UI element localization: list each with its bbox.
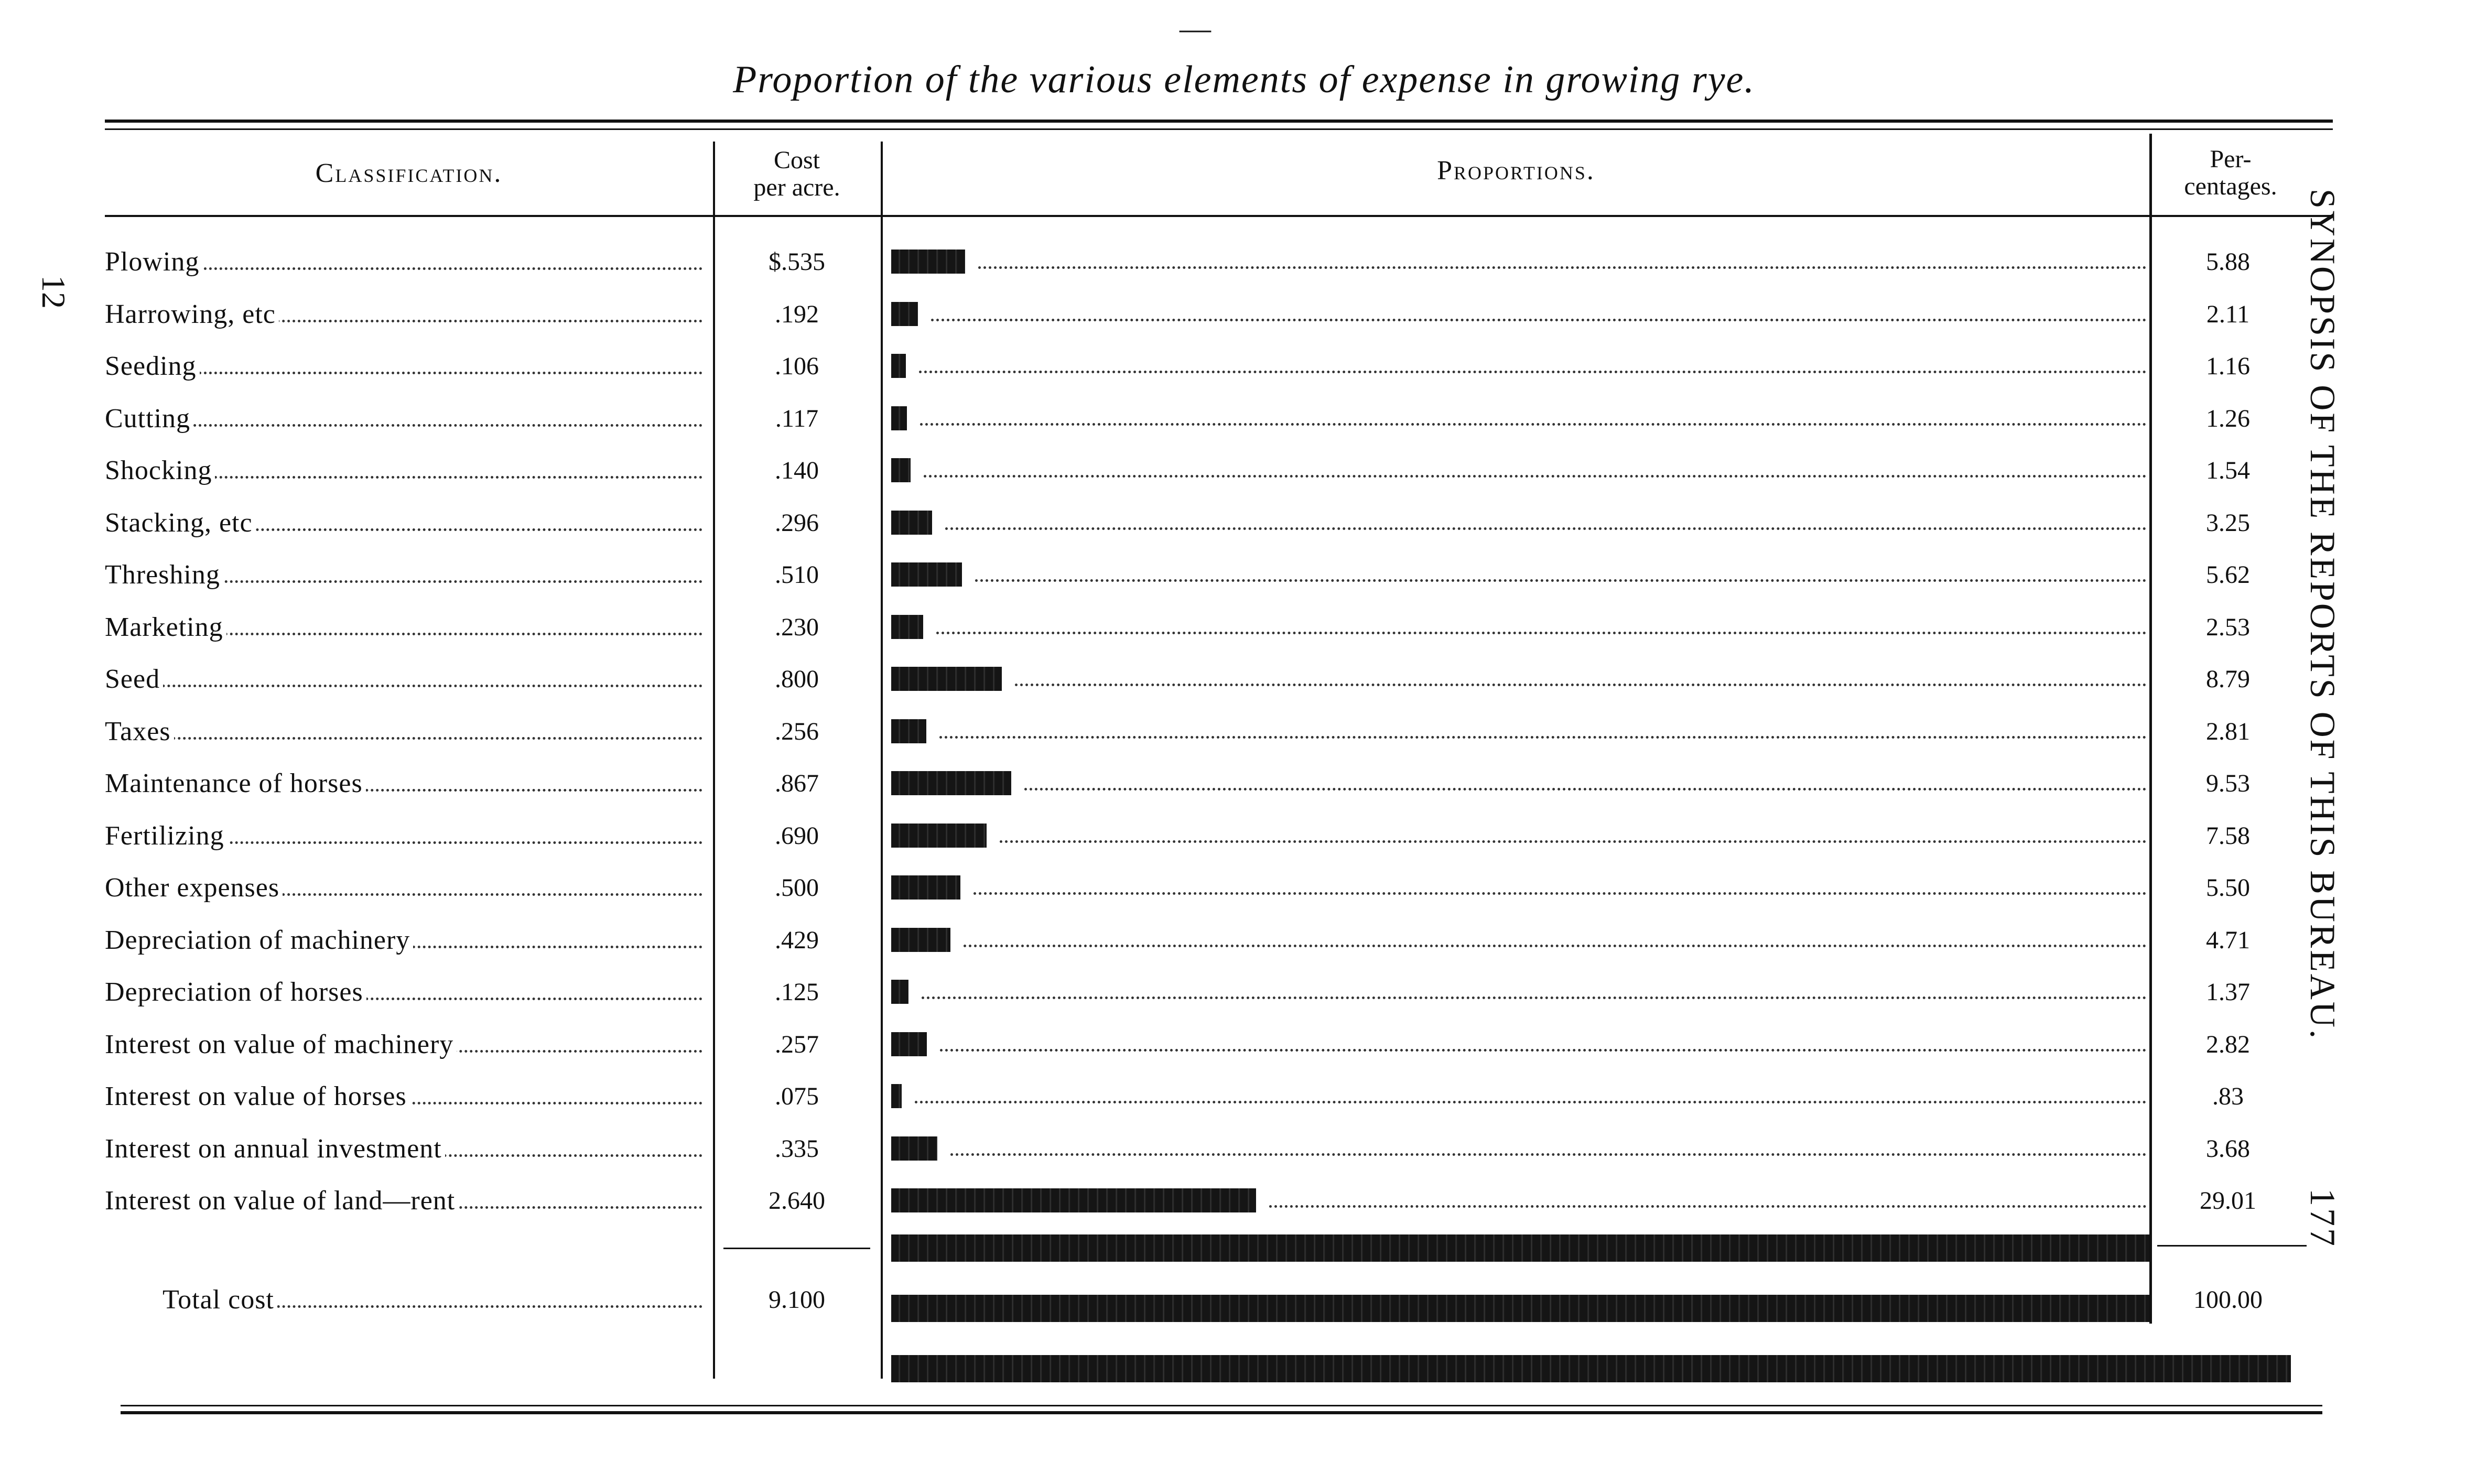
cost-value: .510 <box>775 561 819 589</box>
proportion-leader <box>940 1049 2147 1052</box>
percent-value: 4.71 <box>2206 926 2250 954</box>
row-label-text: Depreciation of machinery <box>105 925 413 955</box>
total-label: Total cost <box>163 1285 277 1315</box>
row-label <box>105 919 702 961</box>
cost-value: .690 <box>775 821 819 850</box>
proportion-leader <box>922 996 2147 999</box>
row-label-text: Stacking, etc <box>105 508 256 538</box>
row-label-text: Threshing <box>105 560 223 590</box>
cost-value: .867 <box>775 770 819 797</box>
proportion-leader <box>931 319 2147 321</box>
cost-value: .117 <box>775 404 819 432</box>
total-bar <box>891 1234 2149 1262</box>
proportion-leader <box>924 475 2147 478</box>
row-label-text: Harrowing, etc <box>105 299 279 329</box>
header-percentages <box>2152 146 2309 200</box>
row-label <box>105 867 702 909</box>
proportion-bar <box>891 928 950 952</box>
cost-value: 2.640 <box>769 1187 825 1215</box>
row-label <box>105 450 702 492</box>
row-label <box>105 971 702 1013</box>
row-label-text: Seeding <box>105 351 200 381</box>
proportion-leader <box>950 1153 2147 1156</box>
row-label-text: Taxes <box>105 717 174 746</box>
percent-value: 29.01 <box>2200 1187 2256 1215</box>
cost-value: .106 <box>775 352 819 380</box>
header-top-rule <box>105 120 2333 123</box>
proportion-bar <box>891 875 960 900</box>
row-label <box>105 606 702 648</box>
percent-value: 8.79 <box>2206 665 2250 693</box>
proportion-leader <box>919 371 2147 373</box>
proportion-leader <box>939 736 2147 739</box>
percent-value: 5.88 <box>2206 248 2250 276</box>
percent-value: 9.53 <box>2206 770 2250 797</box>
header-cost <box>713 147 881 201</box>
side-page-number: 12 <box>35 275 72 309</box>
header-top-rule-thin <box>105 128 2333 130</box>
row-leader <box>105 424 702 427</box>
proportion-leader <box>978 266 2147 269</box>
row-label <box>105 554 702 596</box>
total-bar <box>891 1295 2149 1322</box>
proportion-bar <box>891 980 908 1004</box>
cost-value: .192 <box>775 300 819 328</box>
percent-value: 2.11 <box>2206 300 2250 328</box>
proportion-leader <box>915 1101 2147 1103</box>
cost-value: $.535 <box>769 248 825 276</box>
percent-value: 5.50 <box>2206 874 2250 902</box>
cost-value: .256 <box>775 717 819 745</box>
header-cost-line2: per acre. <box>753 174 840 201</box>
top-rule-mark: — <box>1180 11 1211 46</box>
total-pct-rule <box>2157 1245 2307 1247</box>
cost-value: .230 <box>775 613 819 641</box>
cost-value: .075 <box>775 1082 819 1110</box>
proportion-leader <box>964 945 2147 947</box>
proportion-bar <box>891 667 1002 691</box>
column-separator <box>2149 134 2152 1324</box>
percent-value: 7.58 <box>2206 821 2250 850</box>
proportion-leader <box>975 579 2147 582</box>
row-label-text: Interest on value of horses <box>105 1081 410 1111</box>
row-label <box>105 502 702 544</box>
proportion-leader <box>973 892 2147 895</box>
bottom-rule <box>121 1405 2322 1406</box>
total-cost-rule <box>723 1248 870 1249</box>
header-pct-line1: Per- <box>2210 145 2252 173</box>
row-label-text: Depreciation of horses <box>105 977 366 1007</box>
row-leader <box>105 737 702 740</box>
row-label <box>105 241 702 283</box>
proportion-bar <box>891 1136 937 1161</box>
proportion-leader <box>1015 684 2147 686</box>
percent-value: 1.26 <box>2206 404 2250 432</box>
proportion-bar <box>891 719 926 743</box>
proportion-bar <box>891 302 918 326</box>
header-classification: Classification. <box>315 158 503 188</box>
cost-value: .257 <box>775 1030 819 1058</box>
total-cost: 9.100 <box>769 1286 825 1314</box>
bottom-rule-thick <box>121 1411 2322 1414</box>
proportion-leader <box>1269 1205 2147 1208</box>
cost-value: .335 <box>775 1134 819 1163</box>
row-label <box>105 711 702 753</box>
total-percent: 100.00 <box>2193 1286 2263 1314</box>
proportion-bar <box>891 458 911 482</box>
column-separator <box>713 142 715 1379</box>
header-cost-line1: Cost <box>773 146 820 174</box>
proportion-bar <box>891 1188 1256 1212</box>
side-heading-area <box>2303 189 2390 1342</box>
row-label <box>105 763 702 805</box>
side-heading-text: SYNOPSIS OF THE REPORTS OF THIS BUREAU. <box>2303 189 2343 1041</box>
proportion-bar <box>891 511 932 535</box>
cost-value: .140 <box>775 457 819 484</box>
proportion-leader <box>945 527 2147 530</box>
percent-value: 3.68 <box>2206 1134 2250 1163</box>
row-label-text: Seed <box>105 664 163 694</box>
row-label-text: Fertilizing <box>105 821 228 851</box>
side-heading <box>2302 189 2343 1248</box>
row-label <box>105 815 702 857</box>
percent-value: 2.82 <box>2206 1030 2250 1058</box>
total-label-row <box>163 1279 702 1321</box>
row-label <box>105 658 702 700</box>
proportion-bar <box>891 824 987 848</box>
proportion-bar <box>891 1084 902 1108</box>
cost-value: .800 <box>775 665 819 693</box>
column-separator <box>881 142 883 1379</box>
row-label-text: Shocking <box>105 456 215 485</box>
proportion-bar <box>891 250 965 274</box>
row-label <box>105 345 702 387</box>
row-label-text: Interest on annual investment <box>105 1134 445 1164</box>
proportion-bar <box>891 1032 927 1056</box>
row-label <box>105 294 702 335</box>
proportion-leader <box>936 632 2147 634</box>
row-label-text: Cutting <box>105 404 193 434</box>
row-label <box>105 1076 702 1118</box>
chart-title: Proportion of the various elements of expense in growing rye. <box>733 58 1755 101</box>
percent-value: 2.81 <box>2206 717 2250 745</box>
percent-value: 2.53 <box>2206 613 2250 641</box>
percent-value: 1.54 <box>2206 457 2250 484</box>
cost-value: .296 <box>775 508 819 537</box>
cost-value: .429 <box>775 926 819 954</box>
row-label-text: Interest on value of machinery <box>105 1030 457 1059</box>
row-label <box>105 398 702 440</box>
percent-value: 3.25 <box>2206 508 2250 537</box>
proportion-leader <box>920 423 2147 426</box>
total-bar <box>891 1355 2291 1382</box>
row-label-text: Interest on value of land—rent <box>105 1186 458 1216</box>
proportion-leader <box>1000 840 2147 843</box>
header-bottom-rule <box>105 215 2333 217</box>
row-label <box>105 1180 702 1222</box>
percent-value: 5.62 <box>2206 561 2250 589</box>
cost-value: .125 <box>775 978 819 1006</box>
header-proportions: Proportions. <box>1437 156 1595 186</box>
row-label <box>105 1128 702 1170</box>
proportion-bar <box>891 562 962 587</box>
header-pct-line2: centages. <box>2184 172 2277 200</box>
row-label <box>105 1024 702 1066</box>
row-label-text: Other expenses <box>105 873 283 903</box>
percent-value: .83 <box>2212 1082 2244 1110</box>
percent-value: 1.16 <box>2206 352 2250 380</box>
proportion-bar <box>891 406 907 430</box>
proportion-bar <box>891 615 923 639</box>
proportion-bar <box>891 354 906 378</box>
side-heading-page: 177 <box>2303 1188 2343 1248</box>
percent-value: 1.37 <box>2206 978 2250 1006</box>
row-label-text: Plowing <box>105 247 202 277</box>
cost-value: .500 <box>775 874 819 902</box>
row-label-text: Marketing <box>105 612 226 642</box>
proportion-bar <box>891 771 1011 795</box>
row-label-text: Maintenance of horses <box>105 768 366 798</box>
proportion-leader <box>1024 788 2147 790</box>
row-leader <box>105 685 702 687</box>
